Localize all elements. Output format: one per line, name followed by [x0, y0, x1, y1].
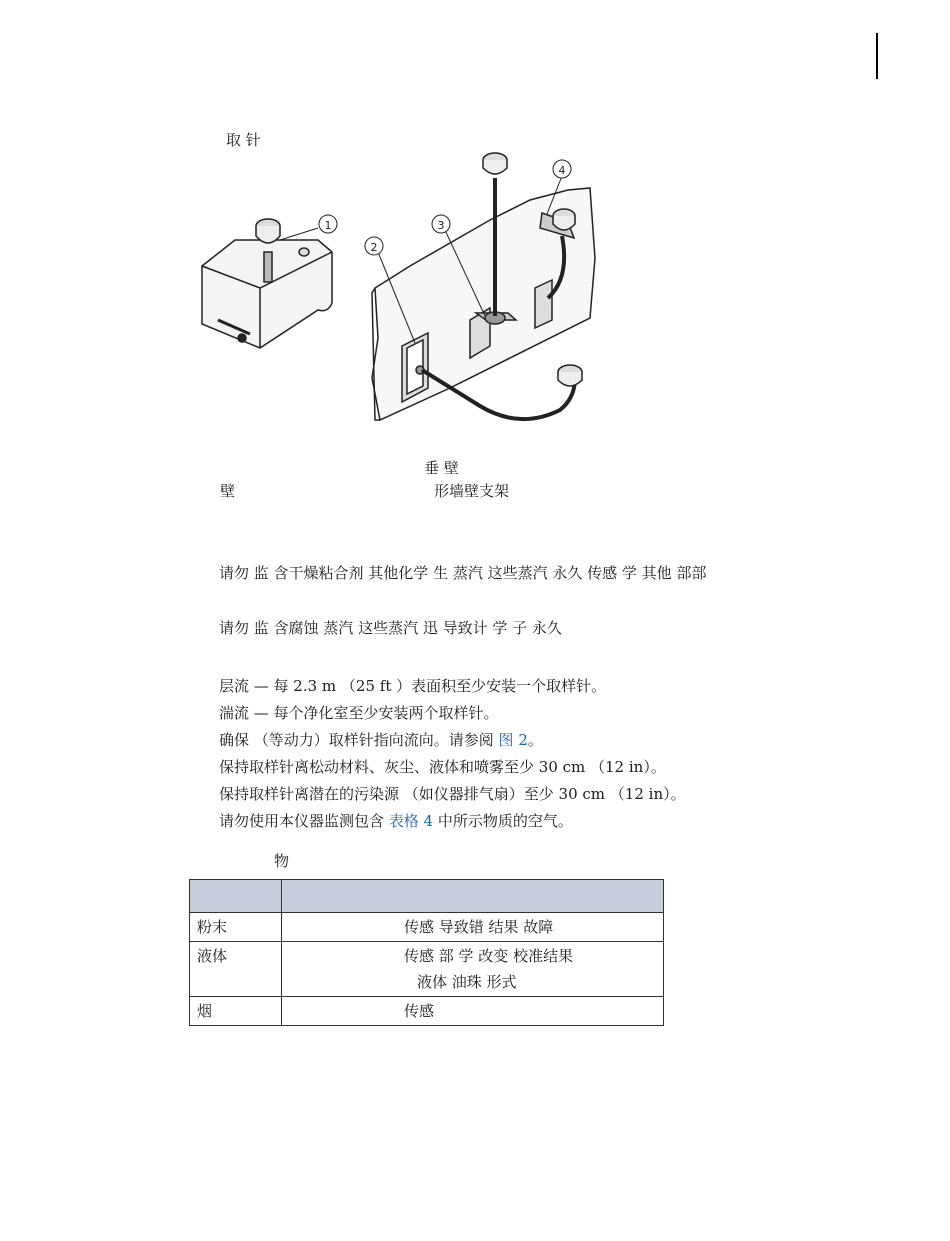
warning-note-1: 请勿 监 含干燥粘合剂 其他化学 生 蒸汽 这些蒸汽 永久 传感 学 其他 部部 [219, 564, 707, 582]
callout-label: 2 [370, 241, 378, 254]
table-link[interactable]: 表格 4 [388, 812, 434, 830]
figure-caption-1: 垂 壁 [424, 459, 459, 477]
table-row [190, 942, 664, 997]
callout-4 [553, 160, 571, 178]
callout-1 [319, 215, 337, 233]
guideline-debris: 保持取样针离松动材料、灰尘、液体和喷雾至少 30 cm （12 in）。 [219, 758, 666, 776]
guideline-contamination: 保持取样针离潜在的污染源 （如仪器排气扇）至少 30 cm （12 in）。 [219, 785, 686, 803]
substances-table [189, 879, 664, 1026]
figure-link[interactable]: 图 2 [498, 731, 528, 749]
wall-illustration [372, 153, 595, 420]
substance-effect: 传感 导致错 结果 故障 [282, 913, 664, 942]
callout-label: 1 [324, 219, 332, 232]
guideline-substances: 请勿使用本仪器监测包含 表格 4 中所示物质的空气。 [219, 812, 573, 830]
substance-name: 液体 [190, 942, 282, 997]
table-title: 物 [274, 852, 290, 870]
probe-installation-figure [190, 148, 610, 453]
callout-2 [365, 237, 383, 255]
guideline-isokinetic: 确保 （等动力）取样针指向流向。请参阅 图 2。 [219, 731, 543, 749]
table-row [190, 913, 664, 942]
substance-effect: 传感 [282, 997, 664, 1026]
table-row [190, 997, 664, 1026]
warning-note-2: 请勿 监 含腐蚀 蒸汽 这些蒸汽 迅 导致计 学 子 永久 [219, 619, 562, 637]
table-header-cell [190, 880, 282, 913]
substance-name: 烟 [190, 997, 282, 1026]
callout-label: 4 [558, 164, 566, 177]
guideline-turbulent: 湍流 — 每个净化室至少安装两个取样针。 [219, 704, 499, 722]
page-edge-marker [876, 33, 878, 79]
installation-guidelines [219, 673, 686, 835]
callout-label: 3 [437, 219, 445, 232]
figure-caption-2a: 壁 [220, 482, 236, 500]
table-header-row [190, 880, 664, 913]
figure-caption-2b: 形墙壁支架 [434, 482, 510, 500]
table-header-cell [282, 880, 664, 913]
substance-name: 粉末 [190, 913, 282, 942]
instrument-illustration [202, 219, 332, 348]
figure-title: 取 针 [226, 131, 261, 149]
callout-3 [432, 215, 450, 233]
guideline-laminar: 层流 — 每 2.3 m （25 ft ）表面积至少安装一个取样针。 [219, 677, 607, 695]
substance-effect: 传感 部 学 改变 校准结果 液体 油珠 形式 [282, 942, 664, 997]
